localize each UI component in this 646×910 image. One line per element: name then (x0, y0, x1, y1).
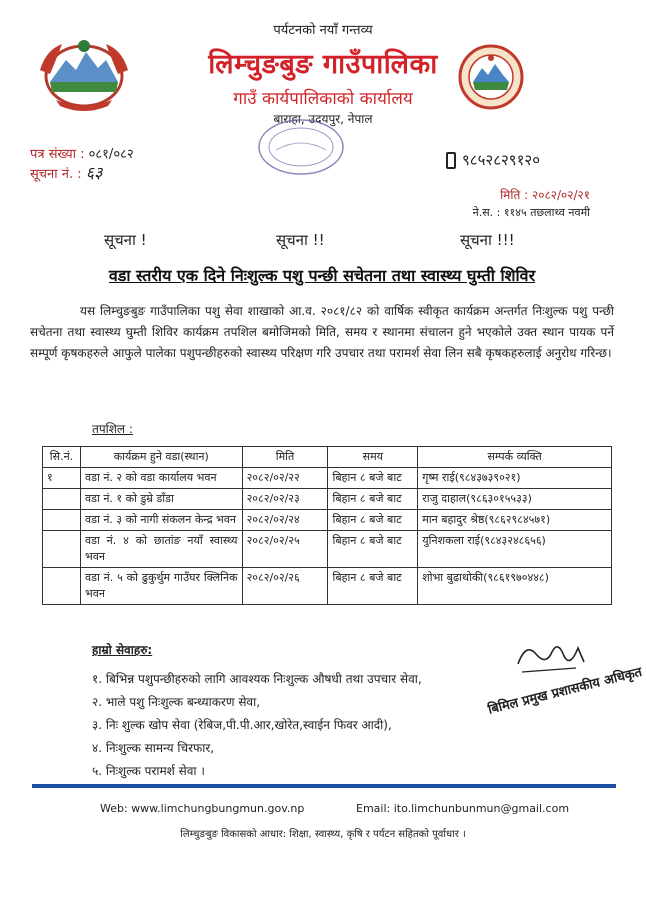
column-header-time: समय (328, 447, 418, 468)
date-block (473, 186, 590, 222)
cell-sn: १ (43, 468, 81, 489)
notice-heading-2: सूचना !! (276, 231, 325, 249)
cell-date: २०८२/०२/२४ (242, 510, 328, 531)
footer-divider (32, 784, 616, 788)
cell-location: वडा नं. ३ को नागी संकलन केन्द्र भवन (80, 510, 242, 531)
footer-email: Email: ito.limchunbunmun@gmail.com (356, 802, 570, 815)
cell-time: बिहान ८ बजे बाट (328, 531, 418, 568)
officer-title-stamp: बिमिल प्रमुख प्रशासकीय अधिकृत (486, 664, 644, 718)
table-header-row (43, 447, 612, 468)
footer-slogan: लिम्चुङबुङ विकासको आधार: शिक्षा, स्वास्थ्य, कृषि र पर्यटन सहितको पूर्वाधार । (180, 829, 466, 840)
footer-website: Web: www.limchungbungmun.gov.np (100, 802, 305, 815)
cell-sn (43, 510, 81, 531)
cell-sn (43, 489, 81, 510)
notice-body: यस लिम्चुङबुङ गाउँपालिका पशु सेवा शाखाको आ.व. २०८१/८२ को वार्षिक स्वीकृत कार्यक्रम अन्तर्गत निःशुल्क पशु पन्छी सचेतना तथा स्वास्थ्य घुम्ती शिविर कार्यक्रम तपशिल बमोजिमको मिति, समय र स्थानमा संचालन हुने भएकोले उक्त स्थान पायक पर्ने सम्पूर्ण कृषकहरुले आफुले पालेका पशुपन्छीहरुको स्वास्थ्य परिक्षण गरि उपचार तथा परामर्श सेवा लिन सबै कृषकहरुलाई अनुरोध गरिन्छ। (30, 304, 614, 360)
service-item: १. बिभिन्न पशुपन्छीहरुको लागि आवश्यक निःशुल्क औषधी तथा उपचार सेवा, (92, 672, 422, 686)
table-row (43, 568, 612, 605)
notice-subject: वडा स्तरीय एक दिने निःशुल्क पशु पन्छी सचेतना तथा स्वास्थ्य घुम्ती शिविर (108, 266, 536, 285)
office-address: बाराहा, उदयपुर, नेपाल (273, 112, 373, 126)
cell-date: २०८२/०२/२५ (242, 531, 328, 568)
cell-date: २०८२/०२/२६ (242, 568, 328, 605)
notice-number (30, 164, 134, 184)
notice-number-value: ६३ (85, 163, 103, 182)
cell-contact: गृष्म राई(९८४३७३९०२१) (418, 468, 612, 489)
cell-location: वडा नं. २ को वडा कार्यालय भवन (80, 468, 242, 489)
cell-sn (43, 568, 81, 605)
service-item: ५. निःशुल्क परामर्श सेवा । (92, 764, 205, 778)
cell-location: वडा नं. १ को डुम्रे डाँडा (80, 489, 242, 510)
cell-sn (43, 531, 81, 568)
cell-time: बिहान ८ बजे बाट (328, 489, 418, 510)
column-header-sn: सि.नं. (43, 447, 81, 468)
cell-time: बिहान ८ बजे बाट (328, 510, 418, 531)
office-stamp (254, 116, 348, 178)
cell-contact: राजु दाहाल(९८६३०१५५३३) (418, 489, 612, 510)
handwritten-signature (514, 634, 590, 680)
contact-phone (446, 150, 540, 170)
services-heading: हाम्रो सेवाहरु: (92, 643, 153, 657)
cell-time: बिहान ८ बजे बाट (328, 568, 418, 605)
cell-contact: युनिशकला राई(९८४३२४८६५६) (418, 531, 612, 568)
notice-heading-3: सूचना !!! (460, 231, 515, 249)
table-row (43, 468, 612, 489)
cell-date: २०८२/०२/२३ (242, 489, 328, 510)
mobile-phone-icon (446, 152, 456, 169)
notice-heading-1: सूचना ! (104, 231, 147, 249)
service-item: ३. निः शुल्क खोप सेवा (रेबिज,पी.पी.आर,खोरेत,स्वाईन फिवर आदी), (92, 718, 392, 732)
cell-location: वडा नं. ४ को छातांङ नयाँ स्वास्थ्य भवन (80, 531, 242, 568)
cell-date: २०८२/०२/२२ (242, 468, 328, 489)
column-header-date: मिति (242, 447, 328, 468)
letter-number (30, 146, 134, 164)
tagline: पर्यटनको नयाँ गन्तव्य (273, 23, 373, 38)
cell-location: वडा नं. ५ को ढुकुर्थुम गाउँघर क्लिनिक भवन (80, 568, 242, 605)
schedule-table (42, 446, 612, 605)
notice-number-label: सूचना नं. : (30, 167, 82, 182)
column-header-location: कार्यक्रम हुने वडा(स्थान) (80, 447, 242, 468)
municipality-name: लिम्चुङबुङ गाउँपालिका (208, 49, 438, 80)
cell-contact: मान बहादुर श्रेष्ठ(९८६२९८४५७१) (418, 510, 612, 531)
service-item: २. भाले पशु निःशुल्क बन्ध्याकरण सेवा, (92, 695, 261, 709)
letter-number-label: पत्र संख्या : (30, 147, 85, 162)
service-item: ४. निःशुल्क सामन्य चिरफार, (92, 741, 215, 755)
date-line: मिति : २०८२/०२/२१ (500, 188, 590, 202)
phone-number: ९८५२८२९१२० (462, 151, 541, 169)
cell-contact: शोभा बुढाथोकी(९८६१९७०४४८) (418, 568, 612, 605)
schedule-heading: तपशिल : (92, 422, 133, 436)
reference-block (30, 146, 134, 184)
table-row (43, 531, 612, 568)
table-row (43, 489, 612, 510)
office-name: गाउँ कार्यपालिकाको कार्यालय (233, 89, 413, 109)
services-list (92, 668, 422, 783)
column-header-contact: सम्पर्क व्यक्ति (418, 447, 612, 468)
table-row (43, 510, 612, 531)
letter-number-value: ०८१/०८२ (88, 147, 134, 162)
municipality-seal-logo (458, 44, 524, 110)
nepal-sambat-date: ने.स. : ११४५ तछलाथ्व नवमी (472, 206, 590, 219)
cell-time: बिहान ८ बजे बाट (328, 468, 418, 489)
